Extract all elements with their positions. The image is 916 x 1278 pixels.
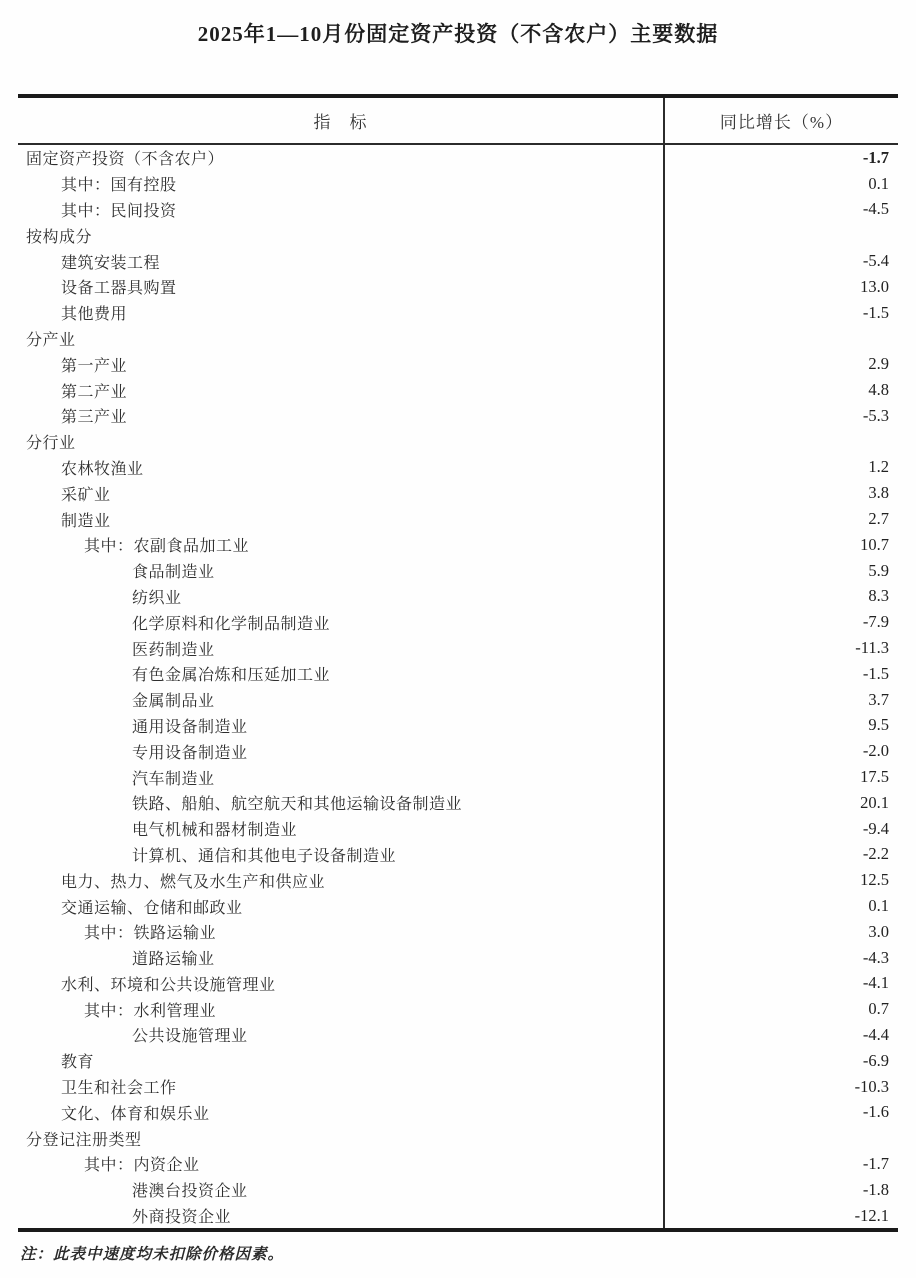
row-growth-value: -1.5 [663,661,898,687]
column-header-indicator: 指 标 [313,113,368,132]
table-row [18,1151,898,1177]
row-indicator-label: 水利、环境和公共设施管理业 [61,976,276,994]
row-growth-value: 17.5 [663,764,898,790]
row-indicator-label: 教育 [61,1054,95,1072]
row-indicator-label: 专用设备制造业 [132,744,248,762]
table-row [18,222,898,248]
row-growth-value: -1.5 [663,300,898,326]
row-indicator-label: 第二产业 [61,383,128,401]
row-growth-value: 2.9 [663,351,898,377]
row-growth-value: -11.3 [663,635,898,661]
row-growth-value: -4.4 [663,1022,898,1048]
row-indicator-label: 道路运输业 [132,951,215,969]
row-indicator-label: 金属制品业 [132,693,215,711]
table-row [18,738,898,764]
row-indicator-label: 有色金属冶炼和压延加工业 [132,667,331,685]
table-row [18,1203,898,1229]
table-row [18,248,898,274]
row-indicator-label: 纺织业 [132,589,182,607]
table-row [18,274,898,300]
row-growth-value [663,326,898,352]
table-row [18,867,898,893]
table-row [18,609,898,635]
row-indicator-label: 制造业 [61,512,111,530]
table-row [18,1048,898,1074]
table-row [18,764,898,790]
table-row [18,558,898,584]
row-growth-value: 2.7 [663,506,898,532]
row-growth-value: -5.3 [663,403,898,429]
row-indicator-label: 分产业 [26,331,76,349]
row-growth-value: -1.7 [663,145,898,171]
row-indicator-label: 设备工器具购置 [61,280,177,298]
row-indicator-label: 通用设备制造业 [132,718,248,736]
row-growth-value: -1.7 [663,1151,898,1177]
row-growth-value: 12.5 [663,867,898,893]
row-indicator-label: 其他费用 [61,306,128,324]
row-indicator-label: 采矿业 [61,486,111,504]
row-indicator-label: 第三产业 [61,409,128,427]
table-row [18,1125,898,1151]
row-growth-value: -2.0 [663,738,898,764]
table-row [18,532,898,558]
row-indicator-label: 第一产业 [61,357,128,375]
row-growth-value: 0.1 [663,893,898,919]
row-indicator-label: 计算机、通信和其他电子设备制造业 [132,847,397,865]
row-indicator-label: 电力、热力、燃气及水生产和供应业 [61,873,326,891]
column-header-yoy-growth: 同比增长（%） [663,98,898,143]
row-growth-value: 9.5 [663,713,898,739]
row-indicator-label: 按构成分 [26,228,93,246]
table-row [18,893,898,919]
row-indicator-label: 食品制造业 [132,564,215,582]
row-indicator-label: 汽车制造业 [132,770,215,788]
table-row [18,842,898,868]
row-growth-value: -9.4 [663,816,898,842]
table-row [18,635,898,661]
table-row [18,584,898,610]
row-indicator-label: 铁路、船舶、航空航天和其他运输设备制造业 [132,796,463,814]
table-row [18,1022,898,1048]
row-indicator-label: 农林牧渔业 [61,460,144,478]
row-growth-value: 3.0 [663,919,898,945]
table-row [18,506,898,532]
table-row [18,171,898,197]
row-growth-value [663,429,898,455]
row-indicator-label: 其中：国有控股 [61,177,177,195]
row-indicator-label: 公共设施管理业 [132,1028,248,1046]
table-body [18,145,898,1228]
row-growth-value [663,222,898,248]
table-row [18,429,898,455]
table-row [18,996,898,1022]
data-table [18,94,898,1232]
table-row [18,1099,898,1125]
row-growth-value: -4.3 [663,945,898,971]
table-row [18,945,898,971]
row-indicator-label: 交通运输、仓储和邮政业 [61,899,243,917]
row-indicator-label: 其中：水利管理业 [84,1002,217,1020]
row-indicator-label: 固定资产投资（不含农户） [26,151,225,169]
footnote: 注：此表中速度均未扣除价格因素。 [20,1246,285,1263]
row-indicator-label: 其中：农副食品加工业 [84,538,250,556]
page-title: 2025年1—10月份固定资产投资（不含农户）主要数据 [197,22,719,46]
table-row [18,713,898,739]
row-indicator-label: 电气机械和器材制造业 [132,822,298,840]
row-growth-value: -12.1 [663,1203,898,1229]
row-indicator-label: 分行业 [26,435,76,453]
table-row [18,1177,898,1203]
row-indicator-label: 分登记注册类型 [26,1131,142,1149]
table-row [18,300,898,326]
table-row [18,455,898,481]
row-growth-value: 1.2 [663,455,898,481]
row-indicator-label: 化学原料和化学制品制造业 [132,615,331,633]
row-growth-value: 3.8 [663,480,898,506]
table-row [18,351,898,377]
table-row [18,145,898,171]
row-growth-value: -1.8 [663,1177,898,1203]
table-row [18,790,898,816]
row-growth-value: 0.1 [663,171,898,197]
row-growth-value: 13.0 [663,274,898,300]
row-indicator-label: 其中：铁路运输业 [84,925,217,943]
table-row [18,919,898,945]
row-growth-value: -4.1 [663,971,898,997]
table-row [18,480,898,506]
row-indicator-label: 港澳台投资企业 [132,1183,248,1201]
table-row [18,377,898,403]
row-growth-value: -10.3 [663,1074,898,1100]
table-row [18,971,898,997]
row-indicator-label: 其中：民间投资 [61,202,177,220]
table-row [18,403,898,429]
row-growth-value: 8.3 [663,584,898,610]
row-growth-value: 10.7 [663,532,898,558]
row-growth-value: -1.6 [663,1099,898,1125]
row-growth-value: 3.7 [663,687,898,713]
table-row [18,1074,898,1100]
table-row [18,326,898,352]
table-row [18,687,898,713]
row-indicator-label: 卫生和社会工作 [61,1080,177,1098]
table-row [18,661,898,687]
row-indicator-label: 医药制造业 [132,641,215,659]
table-row [18,197,898,223]
row-growth-value: 0.7 [663,996,898,1022]
row-growth-value: -4.5 [663,197,898,223]
row-growth-value: 20.1 [663,790,898,816]
table-row [18,816,898,842]
row-growth-value: -5.4 [663,248,898,274]
row-growth-value: 4.8 [663,377,898,403]
table-header-row [18,98,898,145]
row-growth-value [663,1125,898,1151]
row-indicator-label: 建筑安装工程 [61,254,161,272]
row-growth-value: -7.9 [663,609,898,635]
row-growth-value: 5.9 [663,558,898,584]
row-growth-value: -6.9 [663,1048,898,1074]
row-indicator-label: 其中：内资企业 [84,1157,200,1175]
row-indicator-label: 外商投资企业 [132,1209,232,1227]
row-indicator-label: 文化、体育和娱乐业 [61,1105,210,1123]
row-growth-value: -2.2 [663,842,898,868]
